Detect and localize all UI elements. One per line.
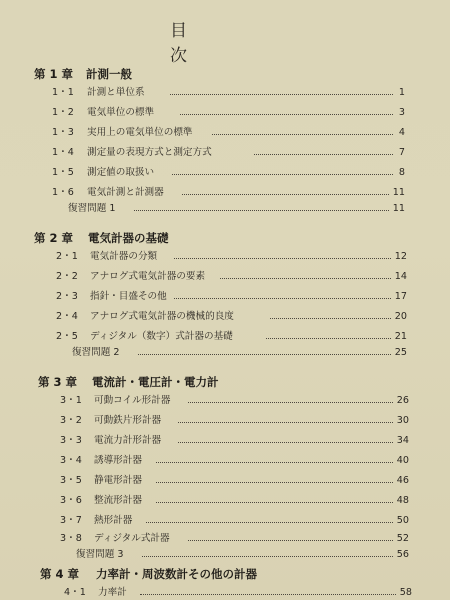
toc-entry[interactable]: 3・2 可動鉄片形計器 30 xyxy=(60,415,409,426)
toc-entry[interactable]: 3・8 ディジタル式計器 52 xyxy=(60,533,409,544)
toc-entry[interactable]: 1・6 電気計測と計測器 11 xyxy=(52,187,405,198)
toc-entry[interactable]: 2・4 アナログ式電気計器の機械的良度 20 xyxy=(56,311,407,322)
toc-entry[interactable]: 3・4 誘導形計器 40 xyxy=(60,455,409,466)
toc-entry[interactable]: 3・7 熱形計器 50 xyxy=(60,515,409,526)
chapter-label: 第 1 章 xyxy=(34,67,74,81)
chapter-title: 計測一般 xyxy=(86,67,132,81)
chapter-label: 第 3 章 xyxy=(38,375,78,389)
toc-entry[interactable]: 1・2 電気単位の標準 3 xyxy=(52,107,405,118)
chapter-title: 電流計・電圧計・電力計 xyxy=(92,375,219,389)
chapter-title: 力率計・周波数計その他の計器 xyxy=(96,567,257,581)
page-title: 目 次 xyxy=(170,21,260,66)
toc-entry[interactable]: 1・3 実用上の電気単位の標準 4 xyxy=(52,127,405,138)
toc-entry[interactable]: 2・2 アナログ式電気計器の要素 14 xyxy=(56,271,407,282)
toc-entry[interactable]: 1・1 計測と単位系 1 xyxy=(52,87,405,98)
toc-entry[interactable]: 3・3 電流力計形計器 34 xyxy=(60,435,409,446)
chapter-label: 第 2 章 xyxy=(34,231,74,245)
toc-entry-review[interactable]: 復習問題 1 11 xyxy=(68,203,405,214)
toc-entry-review[interactable]: 復習問題 3 56 xyxy=(76,549,409,560)
toc-entry[interactable]: 3・5 静電形計器 46 xyxy=(60,475,409,486)
toc-entry[interactable]: 2・1 電気計器の分類 12 xyxy=(56,251,407,262)
toc-entry[interactable]: 2・5 ディジタル（数字）式計器の基礎 21 xyxy=(56,331,407,342)
toc-entry[interactable]: 4・1 力率計 58 xyxy=(64,587,412,598)
toc-entry[interactable]: 3・1 可動コイル形計器 26 xyxy=(60,395,409,406)
toc-entry[interactable]: 1・5 測定値の取扱い 8 xyxy=(52,167,405,178)
toc-entry[interactable]: 3・6 整流形計器 48 xyxy=(60,495,409,506)
toc-entry-review[interactable]: 復習問題 2 25 xyxy=(72,347,407,358)
toc-entry[interactable]: 2・3 指針・目盛その他 17 xyxy=(56,291,407,302)
chapter-title: 電気計器の基礎 xyxy=(88,231,169,245)
toc-entry[interactable]: 1・4 測定量の表現方式と測定方式 7 xyxy=(52,147,405,158)
chapter-label: 第 4 章 xyxy=(40,567,80,581)
